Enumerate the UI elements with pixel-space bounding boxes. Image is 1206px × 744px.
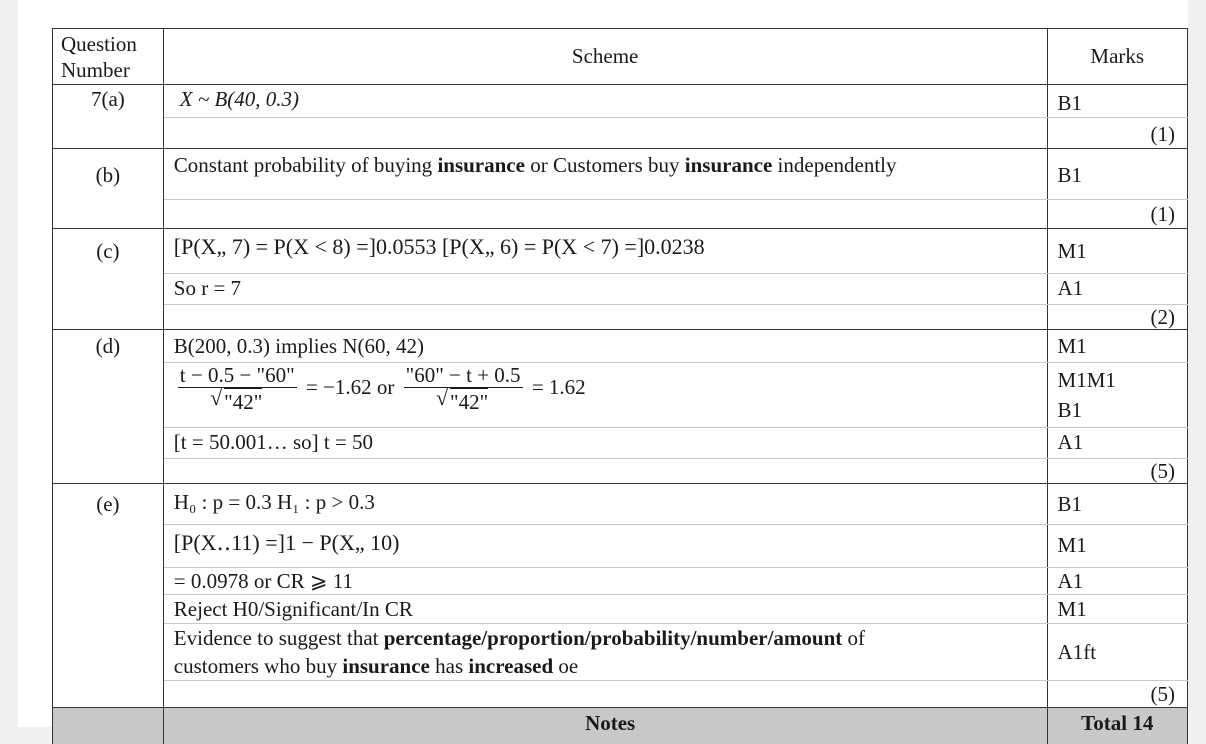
mark-b-1: B1: [1047, 149, 1187, 200]
mark-d-1: M1: [1047, 330, 1187, 363]
total-marks: Total 14: [1047, 708, 1187, 744]
scheme-e-4: Reject H0/Significant/In CR: [163, 595, 1047, 624]
scheme-c-1: [P(X„ 7) = P(X < 8) =]0.0553 [P(X„ 6) = P(X < 7) =]0.0238: [163, 229, 1047, 274]
scheme-b-1: Constant probability of buying insurance or Customers buy insurance independently: [163, 149, 1047, 200]
scheme-e-3: = 0.0978 or CR ⩾ 11: [163, 568, 1047, 595]
total-d: (5): [1047, 459, 1187, 484]
row-e-2: [53, 525, 1188, 568]
row-c-2: [53, 274, 1188, 305]
row-a-total: [53, 118, 1188, 149]
total-e: (5): [1047, 681, 1187, 708]
row-e-total: [53, 681, 1188, 708]
header-row: [53, 29, 1188, 85]
label-a: 7(a): [53, 85, 164, 149]
label-e: (e): [53, 484, 164, 708]
question-number-header: Question Number: [53, 29, 164, 85]
row-e-5: [53, 624, 1188, 681]
row-b-1: [53, 149, 1188, 200]
row-e-3: [53, 568, 1188, 595]
scheme-e-2: [P(X‥11) =]1 − P(X„ 10): [163, 525, 1047, 568]
row-a-1: [53, 85, 1188, 118]
mark-e-4: M1: [1047, 595, 1187, 624]
mark-c-1: M1: [1047, 229, 1187, 274]
mark-a-1: B1: [1047, 85, 1187, 118]
mark-d-4: A1: [1047, 428, 1187, 459]
mark-e-5: A1ft: [1047, 624, 1187, 681]
mark-e-3: A1: [1047, 568, 1187, 595]
document-page: [18, 0, 1188, 727]
scheme-d-2: t − 0.5 − "60" √ "42" = −1.62 or "60" − t + 0.5 √ "42" = 1.62: [163, 363, 1047, 428]
row-e-1: [53, 484, 1188, 525]
label-b: (b): [53, 149, 164, 229]
label-d: (d): [53, 330, 164, 484]
row-e-4: [53, 595, 1188, 624]
total-c: (2): [1047, 305, 1187, 330]
scheme-d-1: B(200, 0.3) implies N(60, 42): [163, 330, 1047, 363]
mark-c-2: A1: [1047, 274, 1187, 305]
row-d-total: [53, 459, 1188, 484]
row-d-3: [53, 428, 1188, 459]
row-c-total: [53, 305, 1188, 330]
label-c: (c): [53, 229, 164, 330]
scheme-e-5: Evidence to suggest that percentage/proportion/probability/number/amount of customers who buy insurance has increased oe: [163, 624, 1047, 681]
total-b: (1): [1047, 200, 1187, 229]
total-a: (1): [1047, 118, 1187, 149]
row-d-1: [53, 330, 1188, 363]
scheme-d-3: [t = 50.001… so] t = 50: [163, 428, 1047, 459]
mark-scheme-table: [52, 28, 1188, 744]
mark-d-2: M1M1 B1: [1047, 363, 1187, 428]
row-d-2: [53, 363, 1188, 428]
mark-e-2: M1: [1047, 525, 1187, 568]
marks-header: Marks: [1047, 29, 1187, 85]
fraction-1: t − 0.5 − "60" √ "42": [178, 363, 297, 415]
notes-label: Notes: [163, 708, 1047, 744]
scheme-header: Scheme: [163, 29, 1047, 85]
scheme-a-1: X ~ B(40, 0.3): [163, 85, 1047, 118]
mark-e-1: B1: [1047, 484, 1187, 525]
row-b-total: [53, 200, 1188, 229]
fraction-2: "60" − t + 0.5 √ "42": [404, 363, 523, 415]
scheme-e-1: H₀ : p = 0.3 H₁ : p > 0.3: [163, 484, 1047, 525]
scheme-c-2: So r = 7: [163, 274, 1047, 305]
footer-row: [53, 708, 1188, 744]
row-c-1: [53, 229, 1188, 274]
